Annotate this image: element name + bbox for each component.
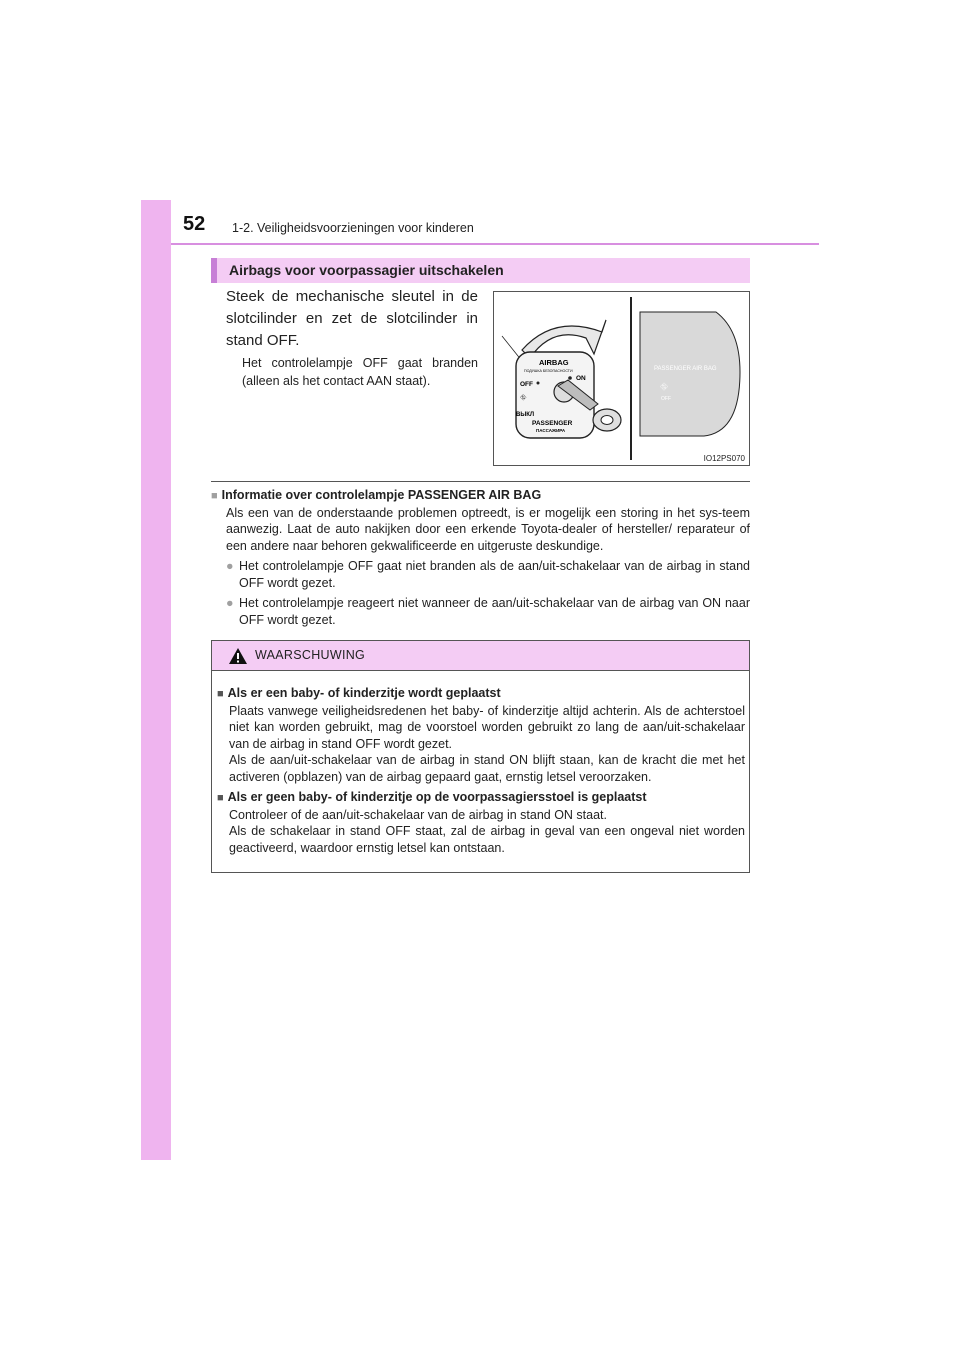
info-block (211, 487, 750, 628)
section-divider (211, 481, 750, 482)
warning-box (211, 640, 750, 873)
chapter-title: 1-2. Veiligheidsvoorzieningen voor kinderen (232, 221, 474, 235)
indicator-label: PASSENGER AIR BAG (654, 366, 717, 372)
switch-label-cyrillic: ПОДУШКА БЕЗОПАСНОСТИ (524, 369, 573, 373)
page-number: 52 (183, 213, 206, 235)
seat-indicator-icon: ⛗ (660, 382, 668, 393)
warning-body (217, 685, 745, 860)
figure-code: IO12PS070 (703, 454, 745, 463)
header-rule (171, 243, 819, 245)
seat-icon-off: ⛗ (520, 393, 527, 402)
circle-bullet-icon: ● (226, 559, 234, 573)
info-bullet: ● Het controlelampje reageert niet wanneer de aan/uit-schakelaar van de airbag van ON naar OFF wordt gezet. (226, 596, 750, 627)
switch-label-airbag: AIRBAG (539, 358, 569, 367)
switch-label-vykl: ВЫКЛ (516, 412, 535, 418)
side-tab-band (141, 200, 171, 1160)
step-note: Het controlelampje OFF gaat branden (alleen als het contact AAN staat). (242, 356, 478, 388)
warning-paragraph: Als de schakelaar in stand OFF staat, zal de airbag in geval van een ongeval niet worden geactiveerd, waardoor ernstig letsel kan ontstaan. (229, 824, 745, 855)
info-bullet: ● Het controlelampje OFF gaat niet branden als de aan/uit-schakelaar van de airbag in stand OFF wordt gezet. (226, 559, 750, 590)
warning-triangle-icon (228, 647, 248, 665)
switch-label-on: ON (576, 375, 586, 382)
warning-item: ■ Als er geen baby- of kinderzitje op de voorpassagiersstoel is geplaatst Controleer of de aan/uit-schakelaar van de airbag in stand ON staat. Als de schakelaar in stand OFF staat, zal de airbag in geval van een ongeval niet worden geactiveerd, waardoor ernstig letsel kan ontstaan. (217, 790, 745, 855)
indicator-off-label: OFF (661, 396, 671, 402)
warning-header (212, 641, 749, 671)
switch-label-passazhira: ПАССАЖИРА (536, 428, 566, 433)
section-title: Airbags voor voorpassagier uitschakelen (229, 262, 504, 278)
warning-paragraph: Controleer of de aan/uit-schakelaar van de airbag in stand ON staat. (229, 807, 607, 822)
switch-label-passenger: PASSENGER (532, 420, 573, 427)
indicator-panel (640, 312, 740, 436)
square-bullet-icon: ■ (217, 792, 224, 804)
info-heading: ■ Informatie over controlelampje PASSENGER AIR BAG (211, 488, 542, 502)
step-instruction: Steek de mechanische sleutel in de slotcilinder en zet de slotcilinder in stand OFF. (226, 288, 478, 349)
airbag-switch-illustration (493, 291, 750, 466)
section-header (211, 258, 750, 283)
square-bullet-icon: ■ (211, 490, 218, 502)
circle-bullet-icon: ● (226, 596, 234, 610)
info-intro: Als een van de onderstaande problemen optreedt, is er mogelijk een storing in het sys-teem aanwezig. Laat de auto nakijken door een erkende Toyota-dealer of hersteller/ reparateur of een andere naar behoren gekwalificeerde en uitgeruste deskundige. (226, 505, 750, 553)
warning-paragraph: Plaats vanwege veiligheidsredenen het baby- of kinderzitje altijd achterin. Als de achterstoel niet kan worden gebruikt, mag de voorstoel worden gebruikt zo lang de aan/uit-schakelaar van de airbag in stand OFF wordt gezet. (229, 703, 745, 751)
warning-item: ■ Als er een baby- of kinderzitje wordt geplaatst Plaats vanwege veiligheidsredenen het baby- of kinderzitje altijd achterin. Als de achterstoel niet kan worden gebruikt, mag de voorstoel worden gebruikt zo lang de aan/uit-schakelaar van de airbag in stand OFF wordt gezet. Als de aan/uit-schakelaar van de airbag in stand ON blijft staan, kan de kracht die met het activeren (opblazen) van de airbag gepaard gaat, ernstig letsel veroorzaken. (217, 686, 745, 784)
square-bullet-icon: ■ (217, 688, 224, 700)
warning-title: WAARSCHUWING (255, 648, 366, 662)
warning-paragraph: Als de aan/uit-schakelaar van de airbag in stand ON blijft staan, kan de kracht die met het activeren (opblazen) van de airbag gepaard gaat, ernstig letsel veroorzaken. (229, 753, 745, 784)
switch-label-off: OFF (520, 381, 533, 388)
